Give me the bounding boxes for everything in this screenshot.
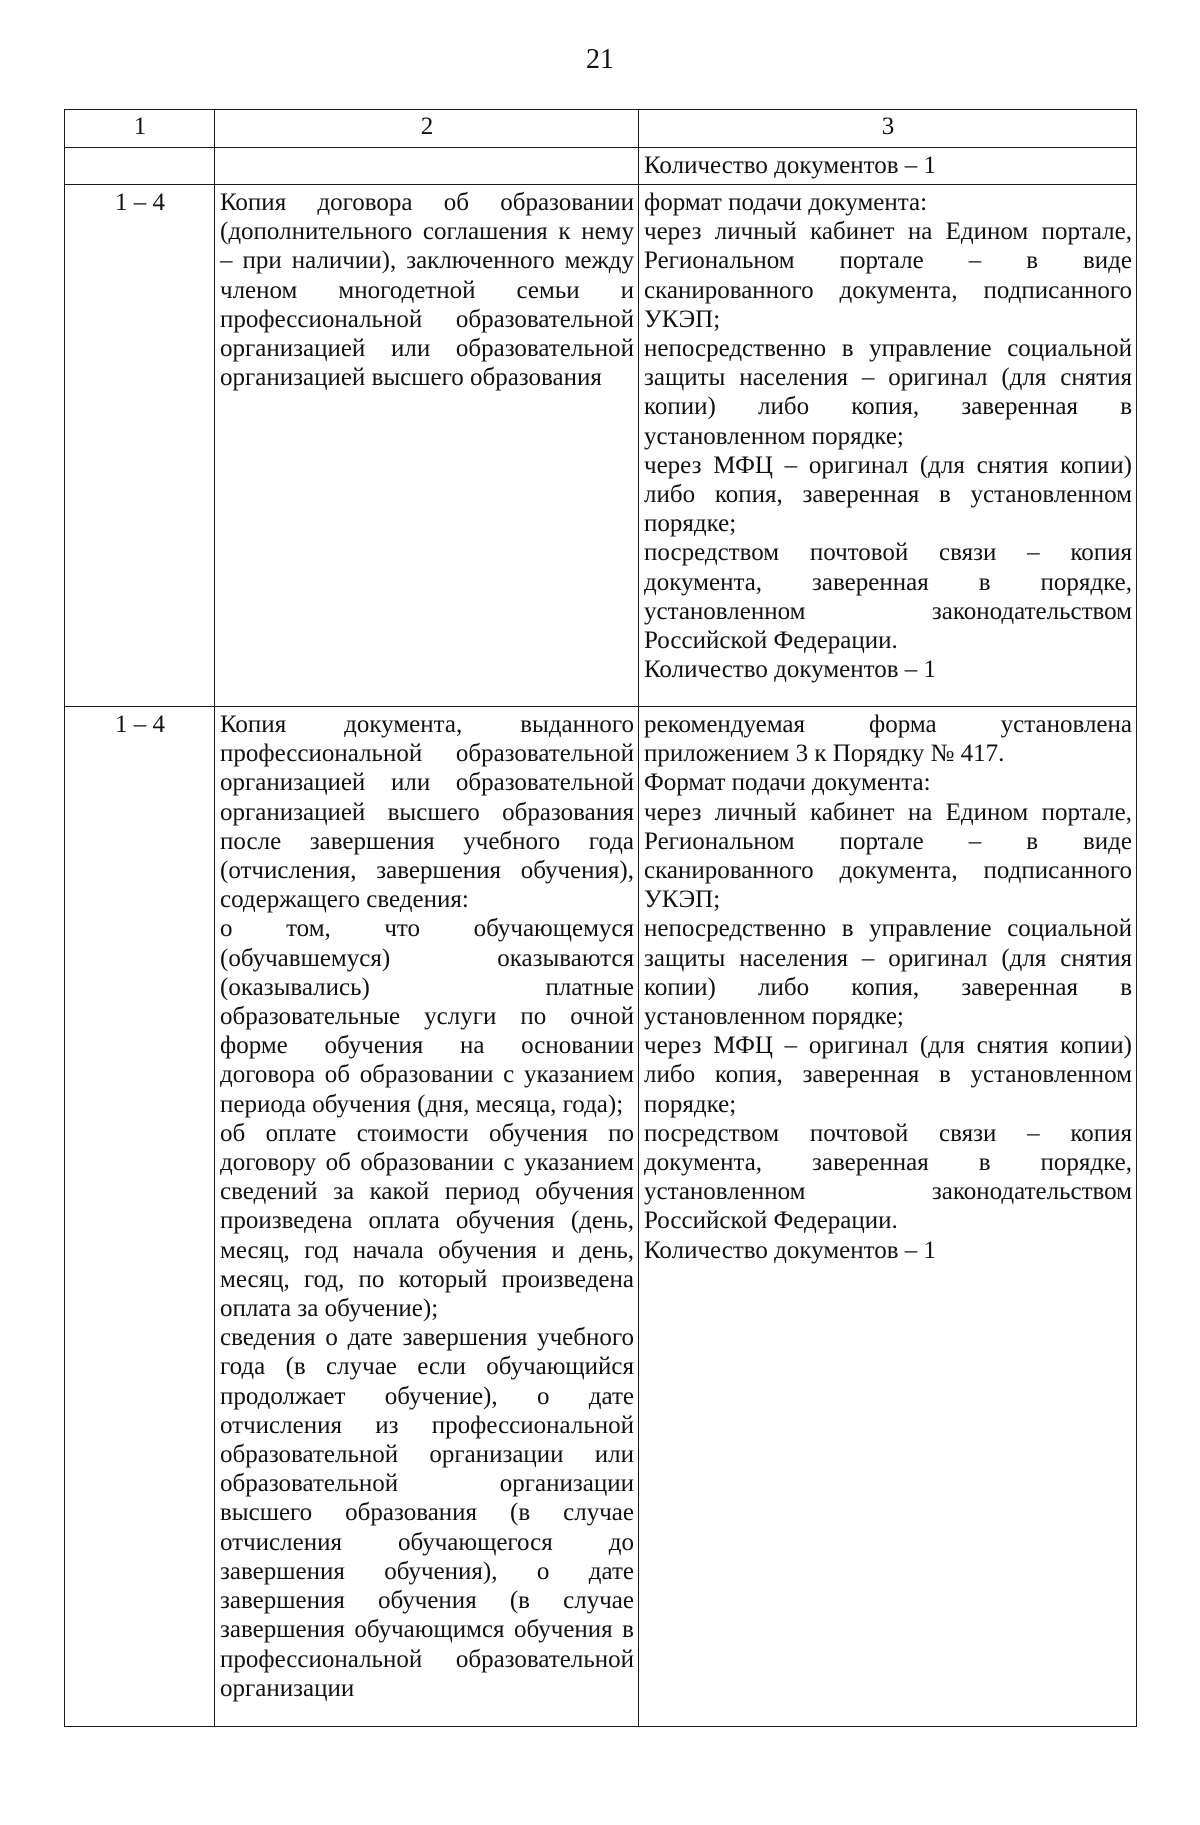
document-description — [215, 707, 639, 1727]
page-number: 21 — [586, 44, 614, 75]
document-paragraph: Копия документа, выданного профессиональной образовательной организацией или образовательной организацией высшего образования после завершения учебного года (отчисления, завершения обучения), содержащего сведения: — [220, 711, 634, 914]
header-col-3: 3 — [639, 110, 1137, 148]
table-row — [65, 185, 1137, 707]
format-paragraph: через МФЦ – оригинал (для снятия копии) либо копия, заверенная в установленном порядке; — [644, 1032, 1132, 1118]
document-paragraph: сведения о дате завершения учебного года (в случае если обучающийся продолжает обучение), о дате отчисления из профессиональной образовательной организации или образовательной организации высшего образования (в случае отчисления обучающегося до завершения обучения), о дате завершения обучения (в случае завершения обучающимся обучения в профессиональной образовательной организации — [220, 1324, 634, 1702]
format-paragraph: рекомендуемая форма установлена приложением 3 к Порядку № 417. — [644, 711, 1132, 768]
submission-format — [639, 185, 1137, 707]
format-paragraph: формат подачи документа: — [644, 189, 928, 216]
format-paragraph: через личный кабинет на Едином портале, Региональном портале – в виде сканированного документа, подписанного УКЭП; — [644, 218, 1132, 333]
row-number: 1 – 4 — [65, 185, 215, 707]
carry-over-empty-2 — [215, 148, 639, 185]
carry-over-count: Количество документов – 1 — [639, 148, 1137, 185]
format-paragraph: через личный кабинет на Едином портале, Региональном портале – в виде сканированного документа, подписанного УКЭП; — [644, 798, 1132, 914]
document-count: Количество документов – 1 — [644, 1236, 937, 1264]
format-paragraph: через МФЦ – оригинал (для снятия копии) либо копия, заверенная в установленном порядке; — [644, 451, 1132, 538]
format-paragraph: посредством почтовой связи – копия документа, заверенная в порядке, установленном законодательством Российской Федерации. — [644, 539, 1132, 655]
carry-over-row — [65, 148, 1137, 185]
table-row — [65, 707, 1137, 1727]
header-col-2: 2 — [215, 110, 639, 148]
document-description — [215, 185, 639, 707]
format-paragraph: непосредственно в управление социальной защиты населения – оригинал (для снятия копии) либо копия, заверенная в установленном порядке; — [644, 915, 1132, 1031]
document-paragraph: об оплате стоимости обучения по договору об образовании с указанием сведений за какой период обучения произведена оплата обучения (день, месяц, год начала обучения и день, месяц, год, по который произведена оплата за обучение); — [220, 1119, 634, 1323]
submission-format — [639, 707, 1137, 1727]
carry-over-empty-1 — [65, 148, 215, 185]
document-paragraph: Копия договора об образовании (дополнительного соглашения к нему – при наличии), заключенного между членом многодетной семьи и профессиональной образовательной организацией или образовательной организацией высшего образования — [220, 189, 634, 392]
header-col-1: 1 — [65, 110, 215, 148]
documents-table — [64, 109, 1137, 1727]
format-paragraph: посредством почтовой связи – копия документа, заверенная в порядке, установленном законодательством Российской Федерации. — [644, 1119, 1132, 1235]
row-number: 1 – 4 — [65, 707, 215, 1727]
document-count: Количество документов – 1 — [644, 656, 937, 684]
format-paragraph: непосредственно в управление социальной защиты населения – оригинал (для снятия копии) либо копия, заверенная в установленном порядке; — [644, 335, 1132, 450]
format-paragraph: Формат подачи документа: — [644, 769, 931, 797]
table-header-row — [65, 110, 1137, 148]
document-paragraph: о том, что обучающемуся (обучавшемуся) оказываются (оказывались) платные образовательные услуги по очной форме обучения на основании договора об образовании с указанием периода обучения (дня, месяца, года); — [220, 915, 634, 1118]
